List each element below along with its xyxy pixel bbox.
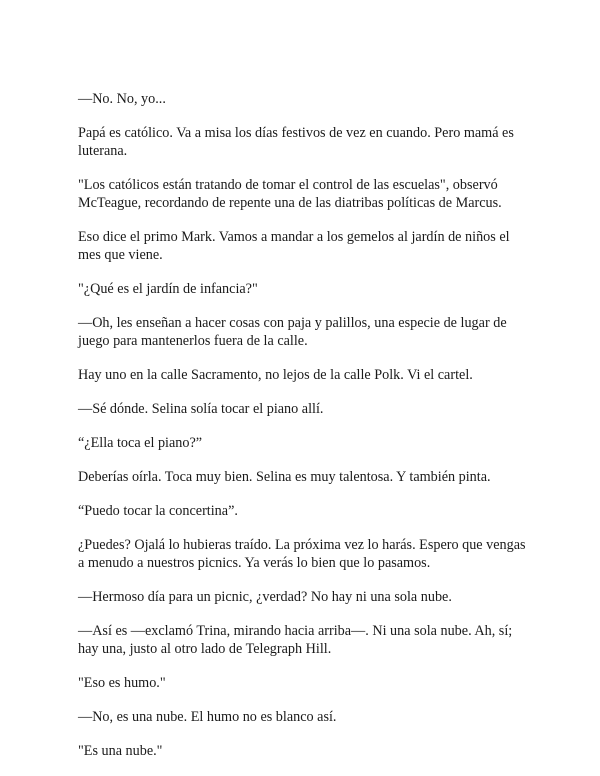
- body-text: [78, 90, 530, 776]
- paragraph: “Puedo tocar la concertina”.: [78, 503, 238, 519]
- paragraph: "Eso es humo.": [78, 675, 166, 691]
- paragraph: —Sé dónde. Selina solía tocar el piano allí.: [78, 401, 324, 417]
- paragraph: "¿Qué es el jardín de infancia?": [78, 281, 258, 297]
- paragraph: —Oh, les enseñan a hacer cosas con paja y palillos, una especie de lugar de juego para mantenerlos fuera de la calle.: [78, 315, 507, 349]
- paragraph: Deberías oírla. Toca muy bien. Selina es muy talentosa. Y también pinta.: [78, 469, 491, 485]
- paragraph: Eso dice el primo Mark. Vamos a mandar a los gemelos al jardín de niños el mes que viene.: [78, 229, 510, 263]
- paragraph: —Hermoso día para un picnic, ¿verdad? No hay ni una sola nube.: [78, 589, 452, 605]
- paragraph: "Los católicos están tratando de tomar el control de las escuelas", observó McTeague, recordando de repente una de las diatribas políticas de Marcus.: [78, 177, 502, 211]
- paragraph: —No. No, yo...: [78, 91, 166, 107]
- paragraph: “¿Ella toca el piano?”: [78, 435, 203, 451]
- paragraph: "Es una nube.": [78, 743, 163, 759]
- paragraph: —Así es —exclamó Trina, mirando hacia arriba—. Ni una sola nube. Ah, sí; hay una, justo al otro lado de Telegraph Hill.: [78, 623, 513, 657]
- paragraph: Papá es católico. Va a misa los días festivos de vez en cuando. Pero mamá es luterana.: [78, 125, 514, 159]
- paragraph: Hay uno en la calle Sacramento, no lejos de la calle Polk. Vi el cartel.: [78, 367, 473, 383]
- paragraph: ¿Puedes? Ojalá lo hubieras traído. La próxima vez lo harás. Espero que vengas a menudo a nuestros picnics. Ya verás lo bien que lo pasamos.: [78, 537, 526, 571]
- paragraph: —No, es una nube. El humo no es blanco así.: [78, 709, 337, 725]
